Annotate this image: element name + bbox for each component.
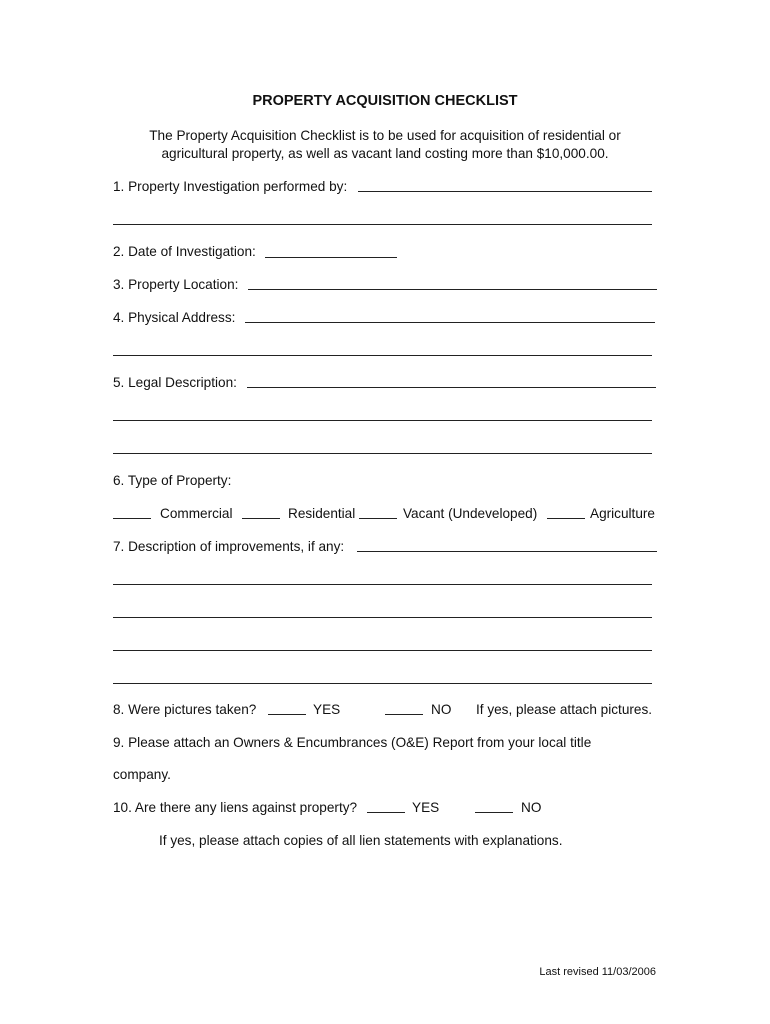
q7-description-field[interactable] — [357, 551, 657, 552]
q2-label: 2. Date of Investigation: — [113, 244, 256, 259]
q6-agriculture-blank[interactable] — [547, 518, 585, 519]
q7-continuation-field-2[interactable] — [113, 617, 652, 618]
q6-commercial-blank[interactable] — [113, 518, 151, 519]
q1-continuation-field[interactable] — [113, 224, 652, 225]
q10-note: If yes, please attach copies of all lien statements with explanations. — [159, 833, 563, 848]
q10-yes-label: YES — [412, 800, 440, 815]
q6-option-commercial: Commercial — [160, 506, 233, 521]
q4-address-field[interactable] — [245, 322, 655, 323]
q10-no-label: NO — [521, 800, 542, 815]
q8-no-blank[interactable] — [385, 714, 423, 715]
q8-note: If yes, please attach pictures. — [476, 702, 653, 717]
q10-no-blank[interactable] — [475, 812, 513, 813]
q10-label: 10. Are there any liens against property? — [113, 800, 358, 815]
q6-residential-blank[interactable] — [242, 518, 280, 519]
q3-label: 3. Property Location: — [113, 277, 239, 292]
document-title: PROPERTY ACQUISITION CHECKLIST — [252, 93, 518, 109]
q2-date-field[interactable] — [265, 257, 397, 258]
q6-option-residential: Residential — [288, 506, 356, 521]
footer-revision-date: Last revised 11/03/2006 — [539, 966, 656, 978]
q9-line-1: 9. Please attach an Owners & Encumbrances (O&E) Report from your local title — [113, 735, 592, 750]
q3-location-field[interactable] — [248, 289, 657, 290]
q4-continuation-field[interactable] — [113, 355, 652, 356]
q8-yes-blank[interactable] — [268, 714, 306, 715]
q4-label: 4. Physical Address: — [113, 310, 236, 325]
q6-vacant-blank[interactable] — [359, 518, 397, 519]
q1-label: 1. Property Investigation performed by: — [113, 179, 348, 194]
q10-yes-blank[interactable] — [367, 812, 405, 813]
q7-label: 7. Description of improvements, if any: — [113, 539, 345, 554]
q7-continuation-field-1[interactable] — [113, 584, 652, 585]
q7-continuation-field-4[interactable] — [113, 683, 652, 684]
q7-continuation-field-3[interactable] — [113, 650, 652, 651]
q1-investigator-field[interactable] — [358, 191, 652, 192]
q5-continuation-field-1[interactable] — [113, 420, 652, 421]
q5-continuation-field-2[interactable] — [113, 453, 652, 454]
intro-line-1: The Property Acquisition Checklist is to be used for acquisition of residential or — [149, 128, 621, 143]
q6-label: 6. Type of Property: — [113, 473, 232, 488]
q8-label: 8. Were pictures taken? — [113, 702, 257, 717]
q9-line-2: company. — [113, 767, 171, 782]
q5-legal-description-field[interactable] — [247, 387, 656, 388]
q8-no-label: NO — [431, 702, 452, 717]
q6-option-agriculture: Agriculture — [590, 506, 655, 521]
q5-label: 5. Legal Description: — [113, 375, 237, 390]
intro-line-2: agricultural property, as well as vacant land costing more than $10,000.00. — [161, 146, 609, 161]
q6-option-vacant: Vacant (Undeveloped) — [403, 506, 538, 521]
q8-yes-label: YES — [313, 702, 341, 717]
